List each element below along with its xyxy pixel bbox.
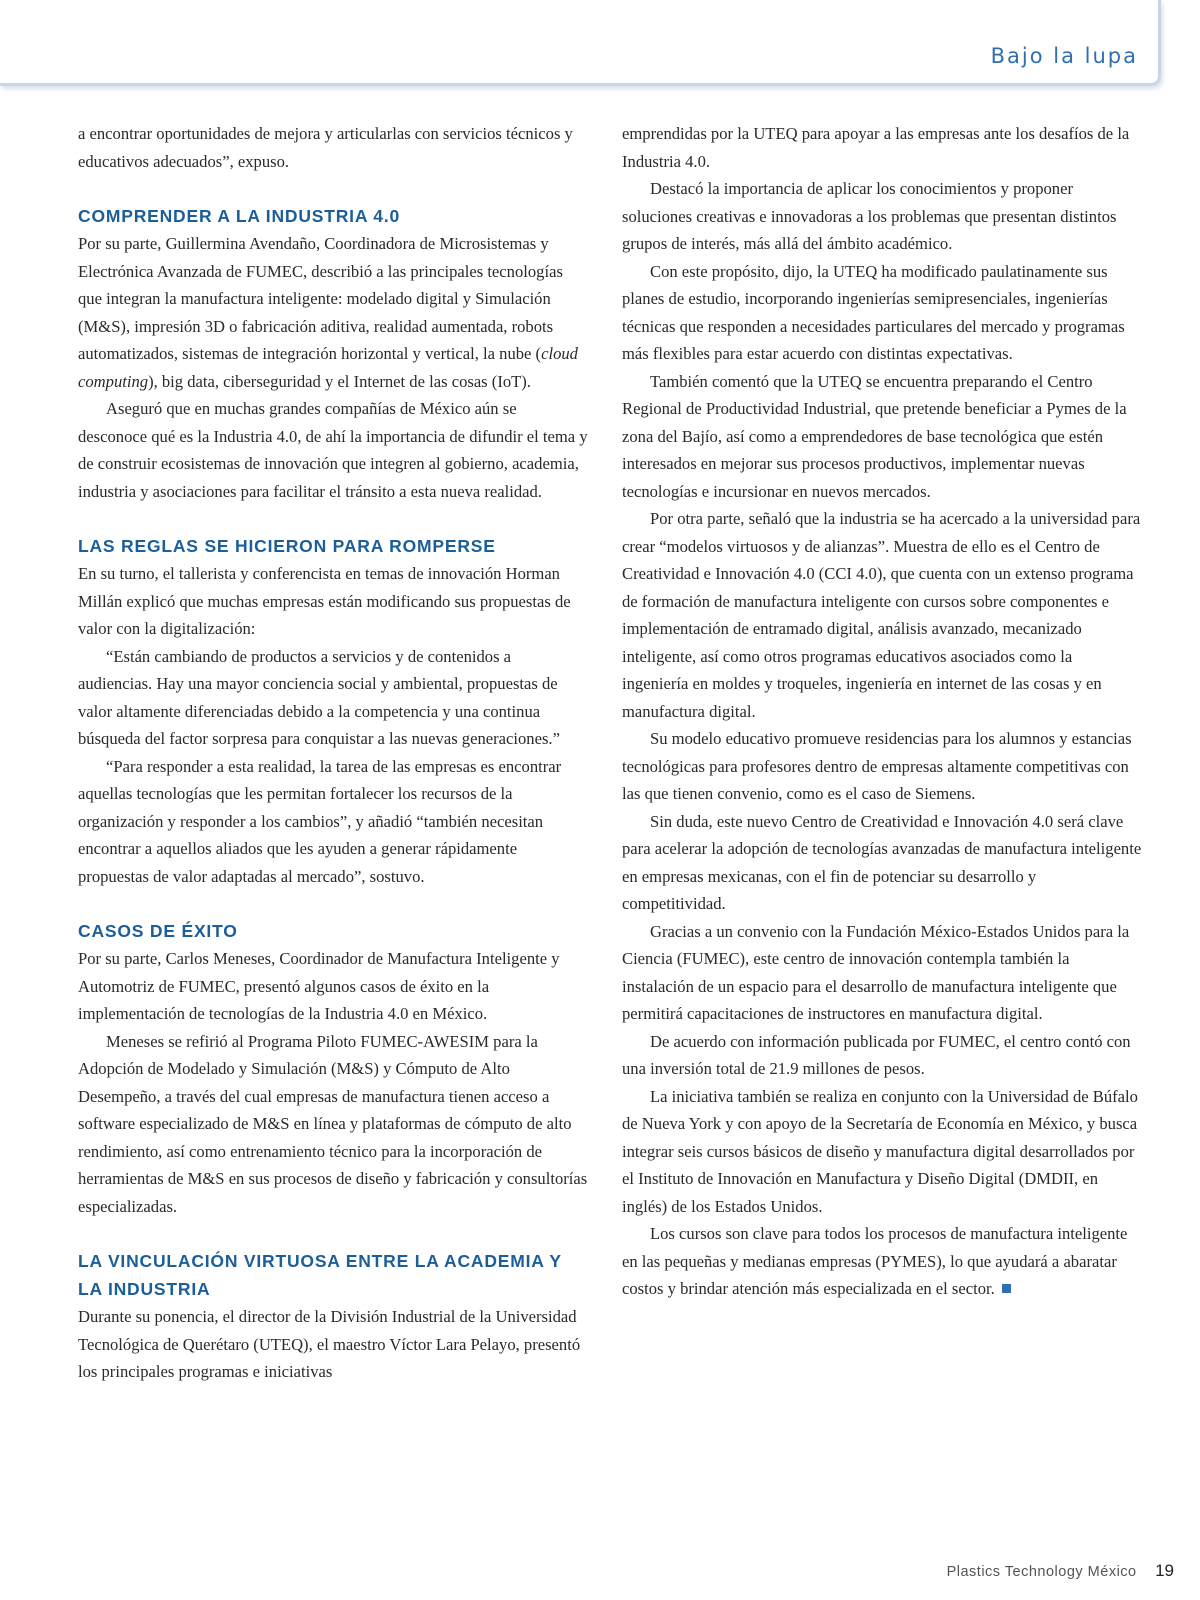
- quote-paragraph: “Están cambiando de productos a servicios y de contenidos a audiencias. Hay una mayor conciencia social y ambiental, propuestas de valor altamente diferenciadas debido a la competencia y una continua búsqueda del factor sorpresa para conquistar a las nuevas generaciones.”: [78, 646, 560, 748]
- header-band: [0, 0, 1161, 86]
- paragraph: Gracias a un convenio con la Fundación México-Estados Unidos para la Ciencia (FUMEC), este centro de innovación contempla también la instalación de un espacio para el desarrollo de manufactura inteligente que permitirá capacitaciones de instructores en manufactura digital.: [622, 921, 1130, 1023]
- paragraph: Sin duda, este nuevo Centro de Creatividad e Innovación 4.0 será clave para acelerar la adopción de tecnologías avanzadas de manufactura inteligente en empresas mexicanas, con el fin de potenciar su desarrollo y competitividad.: [622, 811, 1142, 913]
- paragraph: Aseguró que en muchas grandes compañías de México aún se desconoce qué es la Industria 4.0, de ahí la importancia de difundir el tema y de construir ecosistemas de innovación que integren al gobierno, academia, industria y asociaciones para facilitar el tránsito a esta nueva realidad.: [78, 399, 588, 501]
- quote-paragraph: “Para responder a esta realidad, la tarea de las empresas es encontrar aquellas tecnologías que les permitan fortalecer los recursos de la organización y responder a los cambios”, y añadió “también necesitan encontrar a aquellos aliados que les ayuden a generar rápidamente propuestas de valor adaptadas al mercado”, sostuvo.: [78, 756, 562, 886]
- right-column: [622, 120, 1142, 1303]
- paragraph: Durante su ponencia, el director de la División Industrial de la Universidad Tecnológica de Querétaro (UTEQ), el maestro Víctor Lara Pelayo, presentó los principales programas e iniciativas: [78, 1307, 581, 1381]
- section-heading: COMPRENDER A LA INDUSTRIA 4.0: [78, 206, 401, 226]
- paragraph: Por su parte, Carlos Meneses, Coordinador de Manufactura Inteligente y Automotriz de FUMEC, presentó algunos casos de éxito en la implementación de tecnologías de la Industria 4.0 en México.: [78, 949, 560, 1023]
- paragraph: Por su parte, Guillermina Avendaño, Coordinadora de Microsistemas y Electrónica Avanzada de FUMEC, describió a las principales tecnologías que integran la manufactura inteligente: modelado digital y Simulación (M&S), impresión 3D o fabricación aditiva, realidad aumentada, robots automatizados, sistemas de integración horizontal y vertical, la nube (cloud computing), big data, ciberseguridad y el Internet de las cosas (IoT).: [78, 234, 578, 391]
- section-heading: LA VINCULACIÓN VIRTUOSA ENTRE LA ACADEMIA Y LA INDUSTRIA: [78, 1251, 562, 1299]
- paragraph: Por otra parte, señaló que la industria se ha acercado a la universidad para crear “modelos virtuosos y de alianzas”. Muestra de ello es el Centro de Creatividad e Innovación 4.0 (CCI 4.0), que cuenta con un extenso programa de formación de manufactura inteligente con cursos sobre componentes e implementación de entramado digital, análisis avanzado, mecanizado inteligente, así como otros programas educativos asociados como la ingeniería en moldes y troqueles, ingeniería en internet de las cosas y en manufactura digital.: [622, 509, 1141, 721]
- paragraph: emprendidas por la UTEQ para apoyar a las empresas ante los desafíos de la Industria 4.0.: [622, 124, 1130, 171]
- paragraph: Los cursos son clave para todos los procesos de manufactura inteligente en las pequeñas y medianas empresas (PYMES), lo que ayudará a abaratar costos y brindar atención más especializada en el sector.: [622, 1224, 1128, 1298]
- paragraph: Destacó la importancia de aplicar los conocimientos y proponer soluciones creativas e innovadoras a los problemas que presentan distintos grupos de interés, más allá del ámbito académico.: [622, 179, 1117, 253]
- page-number: 19: [1155, 1561, 1174, 1580]
- paragraph: a encontrar oportunidades de mejora y articularlas con servicios técnicos y educativos adecuados”, expuso.: [78, 124, 573, 171]
- paragraph: De acuerdo con información publicada por FUMEC, el centro contó con una inversión total de 21.9 millones de pesos.: [622, 1031, 1131, 1078]
- section-heading: CASOS DE ÉXITO: [78, 921, 238, 941]
- paragraph: Con este propósito, dijo, la UTEQ ha modificado paulatinamente sus planes de estudio, incorporando ingenierías semipresenciales, ingenierías técnicas que responden a necesidades particulares del mercado y programas más flexibles para estar acuerdo con distintas expectativas.: [622, 261, 1125, 363]
- paragraph: Meneses se refirió al Programa Piloto FUMEC-AWESIM para la Adopción de Modelado y Simulación (M&S) y Cómputo de Alto Desempeño, a través del cual empresas de manufactura tienen acceso a software especializado de M&S en línea y plataformas de cómputo de alto rendimiento, así como entrenamiento técnico para la incorporación de herramientas de M&S en sus procesos de diseño y fabricación y consultorías especializadas.: [78, 1031, 588, 1216]
- paragraph: También comentó que la UTEQ se encuentra preparando el Centro Regional de Productividad Industrial, que pretende beneficiar a Pymes de la zona del Bajío, así como a emprendedores de base tecnológica que estén interesados en mejorar sus procesos productivos, implementar nuevas tecnologías e incursionar en nuevos mercados.: [622, 371, 1127, 501]
- paragraph: En su turno, el tallerista y conferencista en temas de innovación Horman Millán explicó que muchas empresas están modificando sus propuestas de valor con la digitalización:: [78, 564, 571, 638]
- page-footer: [947, 1561, 1174, 1581]
- section-label: Bajo la lupa: [990, 44, 1138, 68]
- section-heading: LAS REGLAS SE HICIERON PARA ROMPERSE: [78, 536, 496, 556]
- left-column: [78, 120, 588, 1386]
- end-mark-icon: [1002, 1284, 1011, 1293]
- publication-name: Plastics Technology México: [946, 1564, 1137, 1580]
- paragraph: La iniciativa también se realiza en conjunto con la Universidad de Búfalo de Nueva York y con apoyo de la Secretaría de Economía en México, y busca integrar seis cursos básicos de diseño y manufactura digital desarrollados por el Instituto de Innovación en Manufactura y Diseño Digital (DMDII, en inglés) de los Estados Unidos.: [622, 1086, 1138, 1216]
- paragraph: Su modelo educativo promueve residencias para los alumnos y estancias tecnológicas para profesores dentro de empresas altamente competitivas con las que tienen convenio, como es el caso de Siemens.: [622, 729, 1132, 803]
